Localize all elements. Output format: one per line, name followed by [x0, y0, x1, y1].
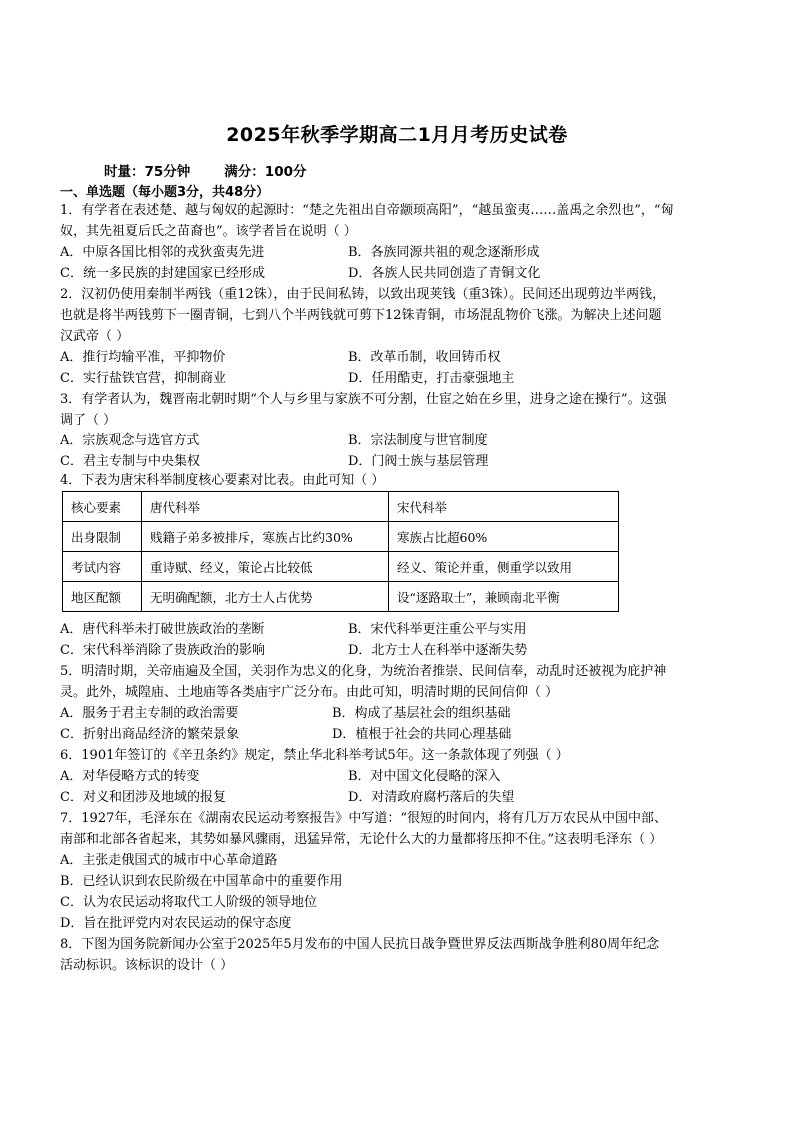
q2-option-c: C．实行盐铁官营，抑制商业	[60, 371, 226, 386]
q8-stem-line-1: 8．下图为国务院新闻办公室于2025年5月发布的中国人民抗日战争暨世界反法西斯战争胜利80周年纪念	[60, 937, 660, 952]
q5-stem-line-2: 灵。此外，城隍庙、土地庙等各类庙宇广泛分布。由此可知，明清时期的民间信仰（ ）	[60, 685, 559, 700]
q1-option-a: A．中原各国比相邻的戎狄蛮夷先进	[60, 245, 265, 260]
table-header-row	[63, 492, 619, 522]
q7-option-a: A．主张走俄国式的城市中心革命道路	[60, 853, 278, 868]
exam-title: 2025年秋季学期高二1月月考历史试卷	[226, 124, 568, 146]
q1-option-d: D．各族人民共同创造了青铜文化	[348, 266, 541, 281]
q3-option-b: B．宗法制度与世官制度	[348, 433, 488, 448]
table-row	[63, 522, 619, 552]
exam-time: 时量：75分钟	[104, 164, 191, 180]
table-cell: 重诗赋、经义，策论占比较低	[142, 552, 389, 582]
table-cell: 经义、策论并重，侧重学以致用	[389, 552, 619, 582]
q2-option-b: B．改革币制，收回铸币权	[348, 350, 501, 365]
q1-option-c: C．统一多民族的封建国家已经形成	[60, 266, 265, 281]
q2-stem-line-1: 2．汉初仍使用秦制半两钱（重12铢），由于民间私铸，以致出现荚钱（重3铢）。民间还出现剪边半两钱，	[60, 287, 666, 302]
q1-stem-line-2: 奴，其先祖夏后氏之苗裔也”。该学者旨在说明（ ）	[60, 224, 357, 239]
q6-option-d: D．对清政府腐朽落后的失望	[348, 790, 515, 805]
table-header-cell: 核心要素	[63, 492, 142, 522]
section-heading: 一、单选题（每小题3分，共48分）	[60, 185, 270, 200]
q5-option-c: C．折射出商品经济的繁荣景象	[60, 727, 239, 742]
q3-option-a: A．宗族观念与选官方式	[60, 433, 200, 448]
table-cell: 设“逐路取士”，兼顾南北平衡	[389, 582, 619, 612]
q3-stem-line-2: 调了（ ）	[60, 413, 117, 428]
exam-meta	[104, 160, 306, 180]
table-cell: 寒族占比超60%	[389, 522, 619, 552]
q5-stem-line-1: 5．明清时期，关帝庙遍及全国，关羽作为忠义的化身，为统治者推崇、民间信奉，动乱时还被视为庇护神	[60, 664, 667, 679]
q7-option-c: C．认为农民运动将取代工人阶级的领导地位	[60, 895, 317, 910]
q4-option-b: B．宋代科举更注重公平与实用	[348, 622, 527, 637]
q6-stem-line-1: 6．1901年签订的《辛丑条约》规定，禁止华北科举考试5年。这一条款体现了列强（ ）	[60, 748, 569, 763]
q7-option-d: D．旨在批评党内对农民运动的保守态度	[60, 916, 292, 931]
q2-option-a: A．推行均输平准，平抑物价	[60, 350, 226, 365]
table-cell: 考试内容	[63, 552, 142, 582]
keju-comparison-table	[62, 491, 619, 612]
table-cell: 出身限制	[63, 522, 142, 552]
q1-option-b: B．各族同源共祖的观念逐渐形成	[348, 245, 540, 260]
q7-stem-line-1: 7．1927年，毛泽东在《湖南农民运动考察报告》中写道：“很短的时间内，将有几万万农民从中国中部、	[60, 811, 668, 826]
q2-option-d: D．任用酷吏，打击豪强地主	[348, 371, 515, 386]
table-cell: 贱籍子弟多被排斥，寒族占比约30%	[142, 522, 389, 552]
q5-option-d: D．植根于社会的共同心理基础	[332, 727, 512, 742]
q2-stem-line-3: 汉武帝（ ）	[60, 329, 130, 344]
q8-stem-line-2: 活动标识。该标识的设计（ ）	[60, 958, 234, 973]
q4-stem-line-1: 4．下表为唐宋科举制度核心要素对比表。由此可知（ ）	[60, 473, 385, 488]
table-cell: 无明确配额，北方士人占优势	[142, 582, 389, 612]
q6-option-c: C．对义和团涉及地域的报复	[60, 790, 226, 805]
table-header-cell: 宋代科举	[389, 492, 619, 522]
table-cell: 地区配额	[63, 582, 142, 612]
table-row	[63, 552, 619, 582]
q6-option-a: A．对华侵略方式的转变	[60, 769, 200, 784]
q3-option-c: C．君主专制与中央集权	[60, 454, 200, 469]
exam-score: 满分：100分	[224, 164, 307, 180]
q7-stem-line-2: 南部和北部各省起来，其势如暴风骤雨，迅猛异常，无论什么大的力量都将压抑不住。”这表明毛泽东（ ）	[60, 832, 663, 847]
q3-stem-line-1: 3．有学者认为，魏晋南北朝时期“个人与乡里与家族不可分割，仕宦之始在乡里，进身之途在操行”。这强	[60, 392, 667, 407]
q4-option-c: C．宋代科举消除了贵族政治的影响	[60, 643, 265, 658]
q3-option-d: D．门阀士族与基层管理	[348, 454, 489, 469]
q7-option-b: B．已经认识到农民阶级在中国革命中的重要作用	[60, 874, 343, 889]
table-header-cell: 唐代科举	[142, 492, 389, 522]
q1-stem-line-1: 1．有学者在表述楚、越与匈奴的起源时：“楚之先祖出自帝颛顼高阳”，“越虽蛮夷……盖禹之余烈也”，“匈	[60, 203, 674, 218]
q2-stem-line-2: 也就是将半两钱剪下一圈青铜，七到八个半两钱就可剪下12铢青铜，市场混乱物价飞涨。为解决上述问题	[60, 308, 662, 323]
q5-option-a: A．服务于君主专制的政治需要	[60, 706, 239, 721]
q4-option-d: D．北方士人在科举中逐渐失势	[348, 643, 528, 658]
q5-option-b: B．构成了基层社会的组织基础	[332, 706, 511, 721]
table-row	[63, 582, 619, 612]
q4-option-a: A．唐代科举未打破世族政治的垄断	[60, 622, 265, 637]
q6-option-b: B．对中国文化侵略的深入	[348, 769, 501, 784]
